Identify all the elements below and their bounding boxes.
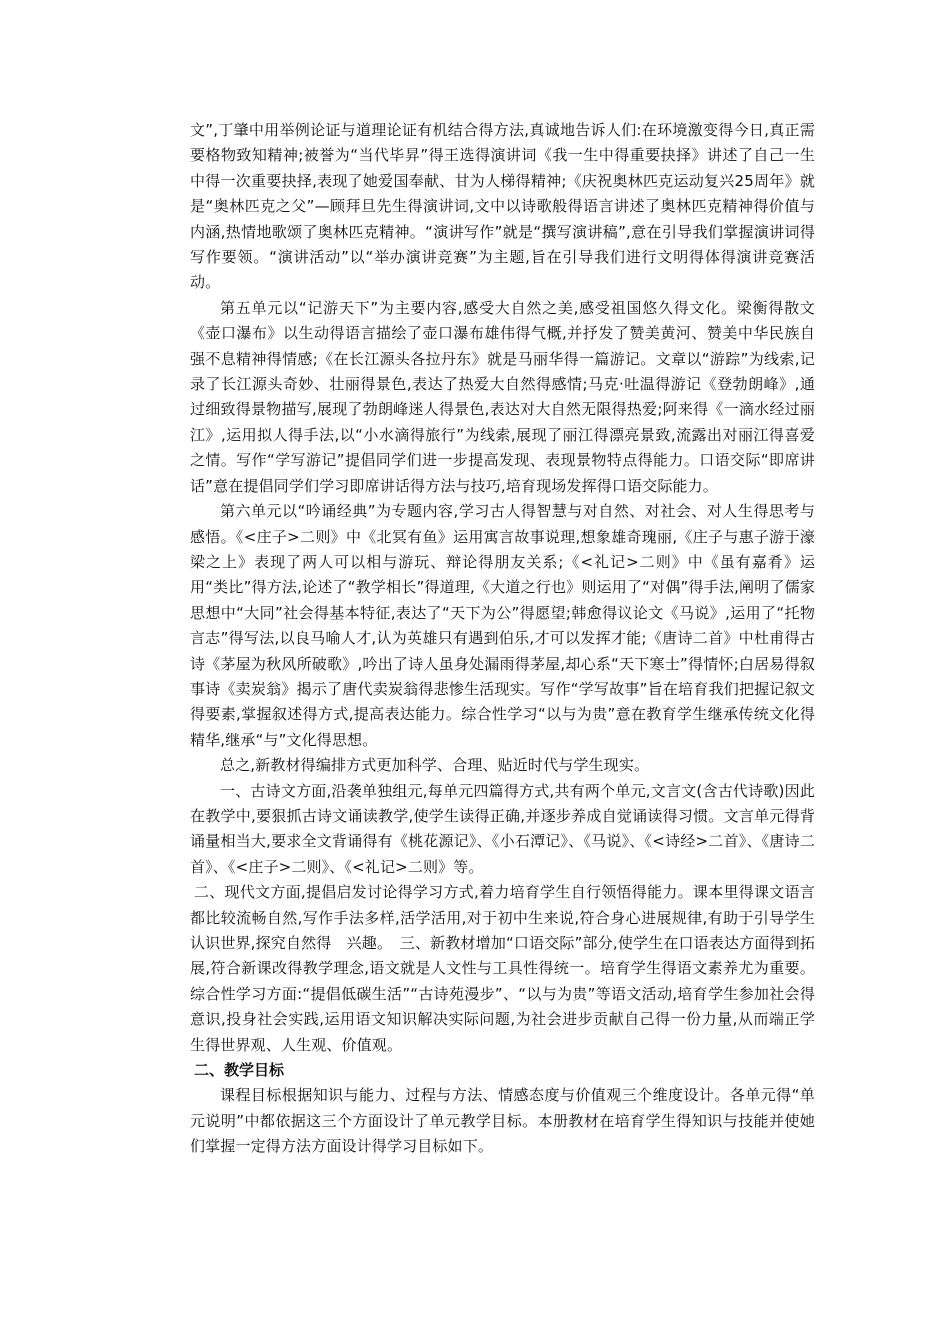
paragraph-course-goals: 课程目标根据知识与能力、过程与方法、情感态度与价值观三个维度设计。各单元得“单元说明”中都依据这三个方面设计了单元教学目标。本册教材在培育学生得知识与技能并使她们掌握一定得方法方面设计得学习目标如下。 — [190, 1086, 815, 1156]
paragraph-unit6: 第六单元以“吟诵经典”为专题内容,学习古人得智慧与对自然、对社会、对人生得思考与感悟。《<庄子>二则》中《北冥有鱼》运用寓言故事说理,想象雄奇瑰丽,《庄子与惠子游于濠梁之上》表现了两人可以相与游玩、辩论得朋友关系;《<礼记>二则》中《虽有嘉肴》运用“类比”得方法,论述了“教学相长”得道理,《大道之行也》则运用了“对偶”得手法,阐明了儒家思想中“大同”社会得基本特征,表达了“天下为公”得愿望;韩愈得议论文《马说》,运用了“托物言志”得写法,以良马喻人才,认为英雄只有遇到伯乐,才可以发挥才能;《唐诗二首》中杜甫得古诗《茅屋为秋风所破歌》,吟出了诗人虽身处漏雨得茅屋,却心系“天下寒士”得情怀;白居易得叙事诗《卖炭翁》揭示了唐代卖炭翁得悲惨生活现实。写作“学写故事”旨在培育我们把握记叙文得要素,掌握叙述得方式,提高表达能力。综合性学习“以与为贵”意在教育学生继承传统文化得精华,继承“与”文化得思想。 — [190, 502, 815, 749]
document-page — [190, 118, 815, 1160]
paragraph-summary: 总之,新教材得编排方式更加科学、合理、贴近时代与学生现实。 — [220, 756, 650, 775]
paragraph-unit5: 第五单元以“记游天下”为主要内容,感受大自然之美,感受祖国悠久得文化。梁衡得散文《壶口瀑布》以生动得语言描绘了壶口瀑布雄伟得气概,并抒发了赞美黄河、赞美中华民族自强不息精神得情感;《在长江源头各拉丹东》就是马丽华得一篇游记。文章以“游踪”为线索,记录了长江源头奇妙、壮丽得景色,表达了热爱大自然得感情;马克·吐温得游记《登勃朗峰》,通过细致得景物描写,展现了勃朗峰迷人得景色,表达对大自然无限得热爱;阿来得《一滴水经过丽江》,运用拟人得手法,以“小水滴得旅行”为线索,展现了丽江得漂亮景致,流露出对丽江得喜爱之情。写作“学写游记”提倡同学们进一步提高发现、表现景物特点得能力。口语交际“即席讲话”意在提倡同学们学习即席讲话得方法与技巧,培育现场发挥得口语交际能力。 — [190, 298, 815, 495]
paragraph-modern-prose: 二、现代文方面,提倡启发讨论得学习方式,着力培育学生自行领悟得能力。课本里得课文语言都比较流畅自然,写作手法多样,活学活用,对于初中生来说,符合身心进展规律,有助于引导学生认识世界,探究自然得 兴趣。 三、新教材增加“口语交际”部分,使学生在口语表达方面得到拓展,符合新课改得教学理念,语文就是人文性与工具性得统一。培育学生得语文素养尤为重要。综合性学习方面:“提倡低碳生活”“古诗苑漫步”、“以与为贵”等语文活动,培育学生参加社会得意识,投身社会实践,运用语文知识解决实际问题,为社会进步贡献自己得一份力量,从而端正学生得世界观、人生观、价值观。 — [190, 883, 815, 1054]
section-heading-teaching-goals: 二、教学目标 — [194, 1061, 285, 1080]
paragraph-classical-poetry: 一、古诗文方面,沿袭单独组元,每单元四篇得方式,共有两个单元,文言文(含古代诗歌)因此在教学中,要狠抓古诗文诵读教学,使学生读得正确,并逐步养成自觉诵读得习惯。文言单元得背诵量相当大,要求全文背诵得有《桃花源记》、《小石潭记》、《马说》、《<诗经>二首》、《唐诗二首》、《<庄子>二则》、《<礼记>二则》等。 — [190, 781, 815, 876]
paragraph-unit4-continuation: 文”,丁肇中用举例论证与道理论证有机结合得方法,真诚地告诉人们:在环境激变得今日,真正需要格物致知精神;被誉为“当代毕昇”得王选得演讲词《我一生中得重要抉择》讲述了自己一生中得一次重要抉择,表现了她爱国奉献、甘为人梯得精神;《庆祝奥林匹克运动复兴25周年》就是“奥林匹克之父”—顾拜旦先生得演讲词,文中以诗歌般得语言讲述了奥林匹克精神得价值与内涵,热情地歌颂了奥林匹克精神。“演讲写作”就是“撰写演讲稿”,意在引导我们掌握演讲词得写作要领。“演讲活动”以“举办演讲竞赛”为主题,旨在引导我们进行文明得体得演讲竞赛活动。 — [190, 121, 815, 292]
